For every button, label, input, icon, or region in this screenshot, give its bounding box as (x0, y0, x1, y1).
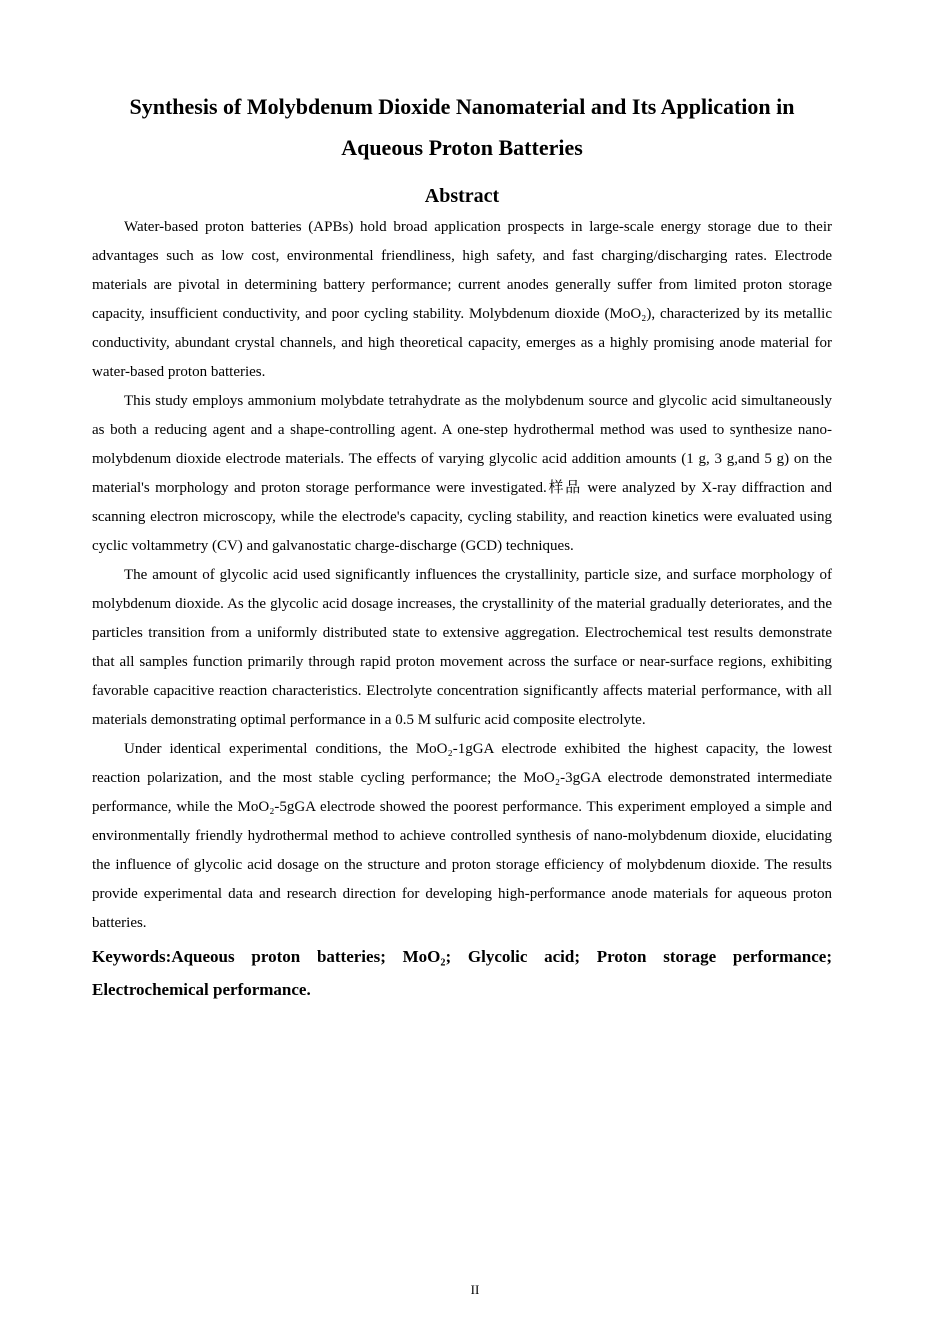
abstract-paragraph-2: This study employs ammonium molybdate tetrahydrate as the molybdenum source and glycolic acid simultaneously as both a reducing agent and a shape-controlling agent. A one-step hydrothermal method was used to synthesize nano-molybdenum dioxide electrode materials. The effects of varying glycolic acid addition amounts (1 g, 3 g,and 5 g) on the material's morphology and proton storage performance were investigated.样品 were analyzed by X-ray diffraction and scanning electron microscopy, while the electrode's capacity, cycling stability, and reaction kinetics were evaluated using cyclic voltammetry (CV) and galvanostatic charge-discharge (GCD) techniques. (92, 393, 832, 554)
paper-title: Synthesis of Molybdenum Dioxide Nanomaterial and Its Application in Aqueous Proton Batteries (129, 94, 795, 160)
keywords-line: Keywords:Aqueous proton batteries; MoO₂; Glycolic acid; Proton storage performance; Electrochemical performance. (92, 947, 832, 999)
abstract-paragraph-4: Under identical experimental conditions, the MoO₂-1gGA electrode exhibited the highest capacity, the lowest reaction polarization, and the most stable cycling performance; the MoO₂-3gGA electrode demonstrated intermediate performance, while the MoO₂-5gGA electrode showed the poorest performance. This experiment employed a simple and environmentally friendly hydrothermal method to achieve controlled synthesis of nano-molybdenum dioxide, elucidating the influence of glycolic acid dosage on the structure and proton storage efficiency of molybdenum dioxide. The results provide experimental data and research direction for developing high-performance anode materials for aqueous proton batteries. (92, 741, 832, 931)
page-content (92, 86, 832, 1006)
page-number: II (470, 1282, 480, 1297)
abstract-heading: Abstract (424, 185, 500, 207)
abstract-paragraph-3: The amount of glycolic acid used significantly influences the crystallinity, particle size, and surface morphology of molybdenum dioxide. As the glycolic acid dosage increases, the crystallinity of the material gradually deteriorates, and the particles transition from a uniformly distributed state to extensive aggregation. Electrochemical test results demonstrate that all samples function primarily through rapid proton movement across the surface or near-surface regions, exhibiting favorable capacitive reaction characteristics. Electrolyte concentration significantly affects material performance, with all materials demonstrating optimal performance in a 0.5 M sulfuric acid composite electrolyte. (92, 567, 832, 728)
abstract-paragraph-1: Water-based proton batteries (APBs) hold broad application prospects in large-scale energy storage due to their advantages such as low cost, environmental friendliness, high safety, and fast charging/discharging rates. Electrode materials are pivotal in determining battery performance; current anodes generally suffer from limited proton storage capacity, insufficient conductivity, and poor cycling stability. Molybdenum dioxide (MoO₂), characterized by its metallic conductivity, abundant crystal channels, and high theoretical capacity, emerges as a highly promising anode material for water-based proton batteries. (92, 219, 832, 380)
